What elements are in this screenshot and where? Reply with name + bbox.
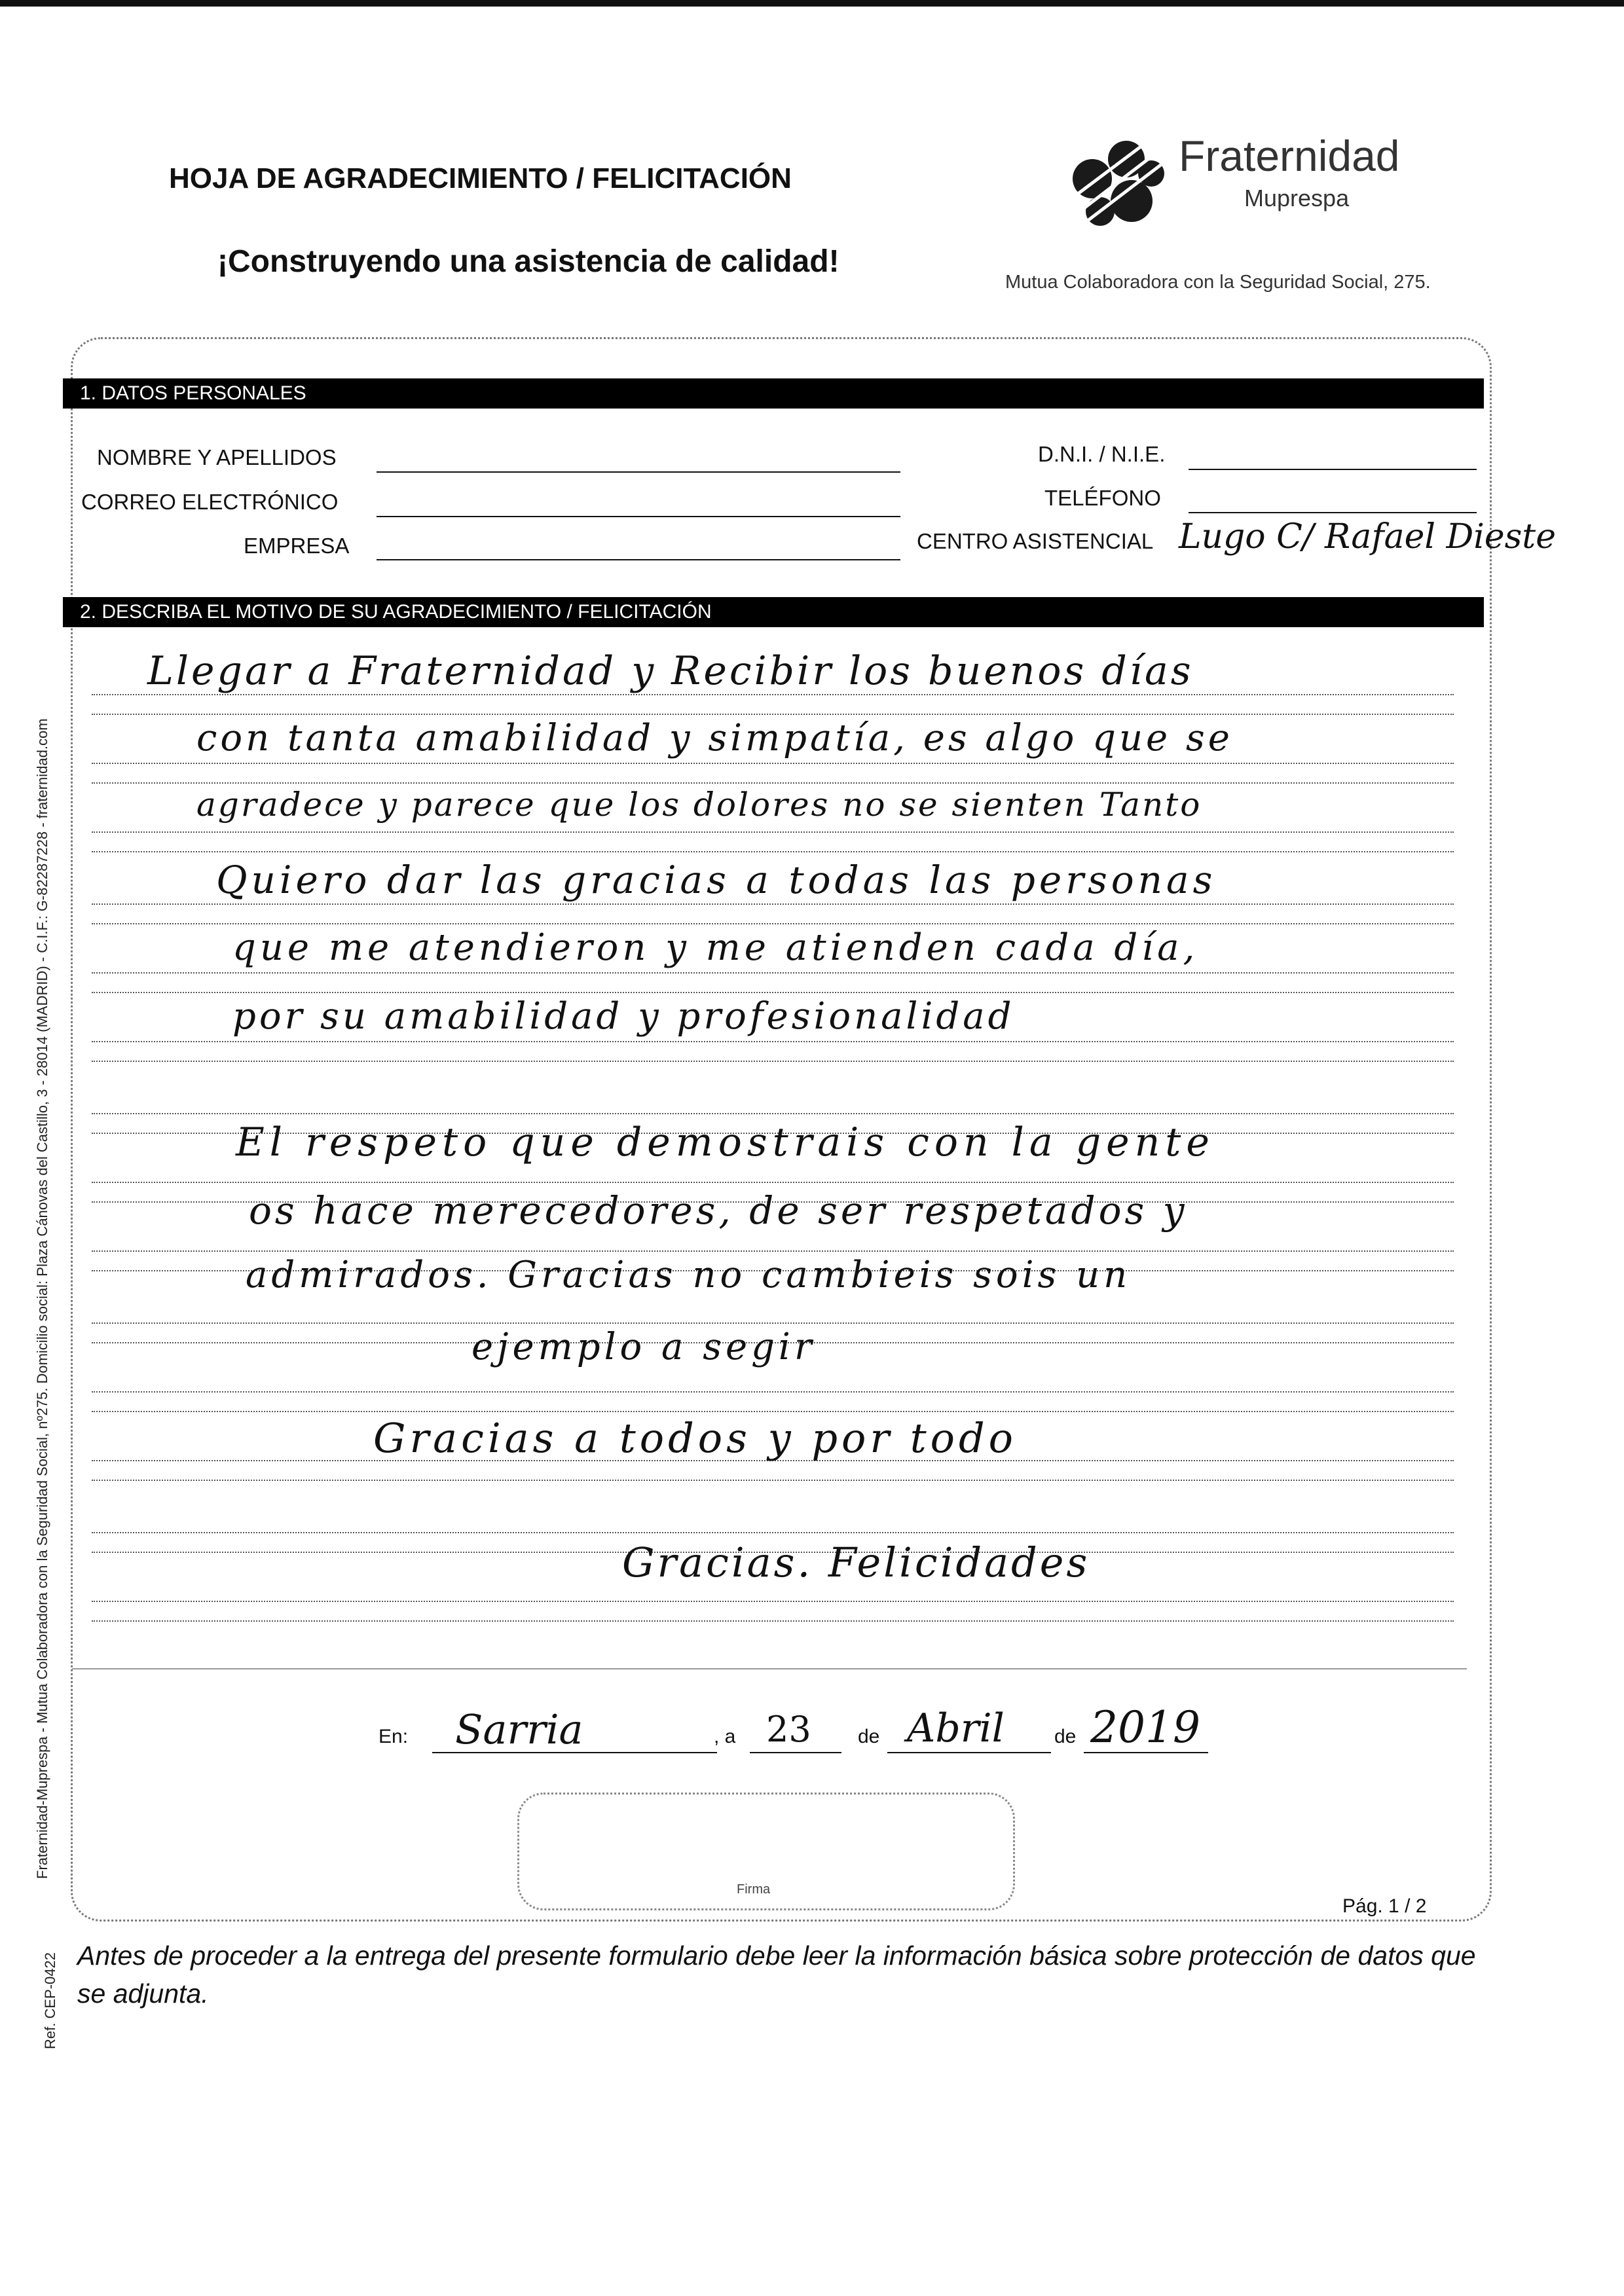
form-subtitle: ¡Construyendo una asistencia de calidad! bbox=[217, 244, 840, 279]
message-line-6: por su amabilidad y profesionalidad bbox=[232, 995, 1015, 1038]
nombre-field[interactable] bbox=[377, 448, 900, 473]
correo-field[interactable] bbox=[377, 492, 900, 517]
centro-value[interactable]: Lugo C/ Rafael Dieste bbox=[1179, 517, 1556, 556]
ruled-line bbox=[92, 714, 1454, 715]
en-label: En: bbox=[378, 1726, 409, 1747]
ruled-line bbox=[92, 694, 1454, 695]
place-value: Sarria bbox=[455, 1705, 583, 1753]
ruled-line bbox=[92, 992, 1454, 993]
year-value: 2019 bbox=[1090, 1702, 1200, 1753]
ruled-line bbox=[92, 1041, 1454, 1042]
section-2-bottom-line bbox=[72, 1668, 1467, 1669]
ruled-line bbox=[92, 1113, 1454, 1114]
section-1-header: 1. DATOS PERSONALES bbox=[63, 378, 1484, 409]
message-line-3: agradece y parece que los dolores no se sienten Tanto bbox=[196, 786, 1202, 824]
message-line-8: os hace merecedores, de ser respetados y bbox=[249, 1188, 1188, 1233]
nombre-label: NOMBRE Y APELLIDOS bbox=[97, 445, 337, 469]
message-line-11: Gracias a todos y por todo bbox=[373, 1414, 1017, 1462]
dni-label: D.N.I. / N.I.E. bbox=[1038, 442, 1166, 466]
privacy-notice: Antes de proceder a la entrega del presente formulario debe leer la información básica sobre protección de datos que se adjunta. bbox=[77, 1941, 1476, 2009]
correo-label: CORREO ELECTRÓNICO bbox=[81, 490, 339, 514]
form-title: HOJA DE AGRADECIMIENTO / FELICITACIÓN bbox=[169, 162, 792, 194]
ruled-line bbox=[92, 782, 1454, 784]
ruled-line bbox=[92, 1601, 1454, 1602]
brand-subname: Muprespa bbox=[1244, 185, 1350, 211]
empresa-label: EMPRESA bbox=[244, 534, 350, 558]
ruled-line bbox=[92, 763, 1454, 764]
a-label: , a bbox=[714, 1726, 736, 1747]
ruled-line bbox=[92, 1480, 1454, 1481]
message-line-5: que me atendieron y me atienden cada día, bbox=[232, 926, 1199, 969]
ruled-line bbox=[92, 1322, 1454, 1324]
ruled-line bbox=[92, 1391, 1454, 1393]
empresa-field[interactable] bbox=[377, 536, 900, 560]
telefono-field[interactable] bbox=[1189, 488, 1477, 513]
message-line-2: con tanta amabilidad y simpatía, es algo que se bbox=[196, 717, 1233, 759]
mutua-caption: Mutua Colaboradora con la Seguridad Social, 275. bbox=[1005, 272, 1431, 293]
telefono-label: TELÉFONO bbox=[1044, 486, 1161, 510]
ruled-line bbox=[92, 972, 1454, 974]
ruled-line bbox=[92, 831, 1454, 833]
ruled-line bbox=[92, 1250, 1454, 1252]
side-legal-text: Fraternidad-Muprespa - Mutua Colaboradora con la Seguridad Social, nº275. Domicilio social: Plaza Cánovas del Castillo, 3 - 28014 (MADRID) - C.I.F.: G-82287228 - fraternidad.com bbox=[34, 718, 50, 1879]
ruled-line bbox=[92, 1182, 1454, 1183]
de-label: de bbox=[858, 1726, 880, 1747]
ruled-line bbox=[92, 903, 1454, 905]
message-line-1: Llegar a Fraternidad y Recibir los buenos días bbox=[147, 648, 1194, 694]
section-2-header: 2. DESCRIBA EL MOTIVO DE SU AGRADECIMIENTO / FELICITACIÓN bbox=[63, 597, 1484, 627]
message-line-9: admirados. Gracias no cambieis sois un bbox=[246, 1254, 1132, 1296]
day-value: 23 bbox=[766, 1709, 811, 1750]
centro-label: CENTRO ASISTENCIAL bbox=[917, 529, 1154, 553]
top-border-line bbox=[0, 0, 1624, 7]
ruled-line bbox=[92, 1411, 1454, 1412]
page-number: Pág. 1 / 2 bbox=[1342, 1895, 1427, 1917]
dni-field[interactable] bbox=[1189, 445, 1477, 470]
reference-code: Ref. CEP-0422 bbox=[42, 1952, 58, 2049]
de2-label: de bbox=[1054, 1726, 1077, 1747]
ruled-line bbox=[92, 1620, 1454, 1622]
brand-name: Fraternidad bbox=[1179, 132, 1400, 180]
message-line-10: ejemplo a segir bbox=[471, 1326, 816, 1368]
message-line-12: Gracias. Felicidades bbox=[622, 1539, 1090, 1586]
message-line-7: El respeto que demostrais con la gente bbox=[236, 1120, 1215, 1165]
ruled-line bbox=[92, 923, 1454, 924]
firma-label: Firma bbox=[737, 1882, 771, 1897]
ruled-line bbox=[92, 1532, 1454, 1533]
month-value: Abril bbox=[907, 1705, 1005, 1751]
ruled-line bbox=[92, 851, 1454, 852]
ruled-line bbox=[92, 1061, 1454, 1062]
message-line-4: Quiero dar las gracias a todas las personas bbox=[216, 858, 1217, 902]
